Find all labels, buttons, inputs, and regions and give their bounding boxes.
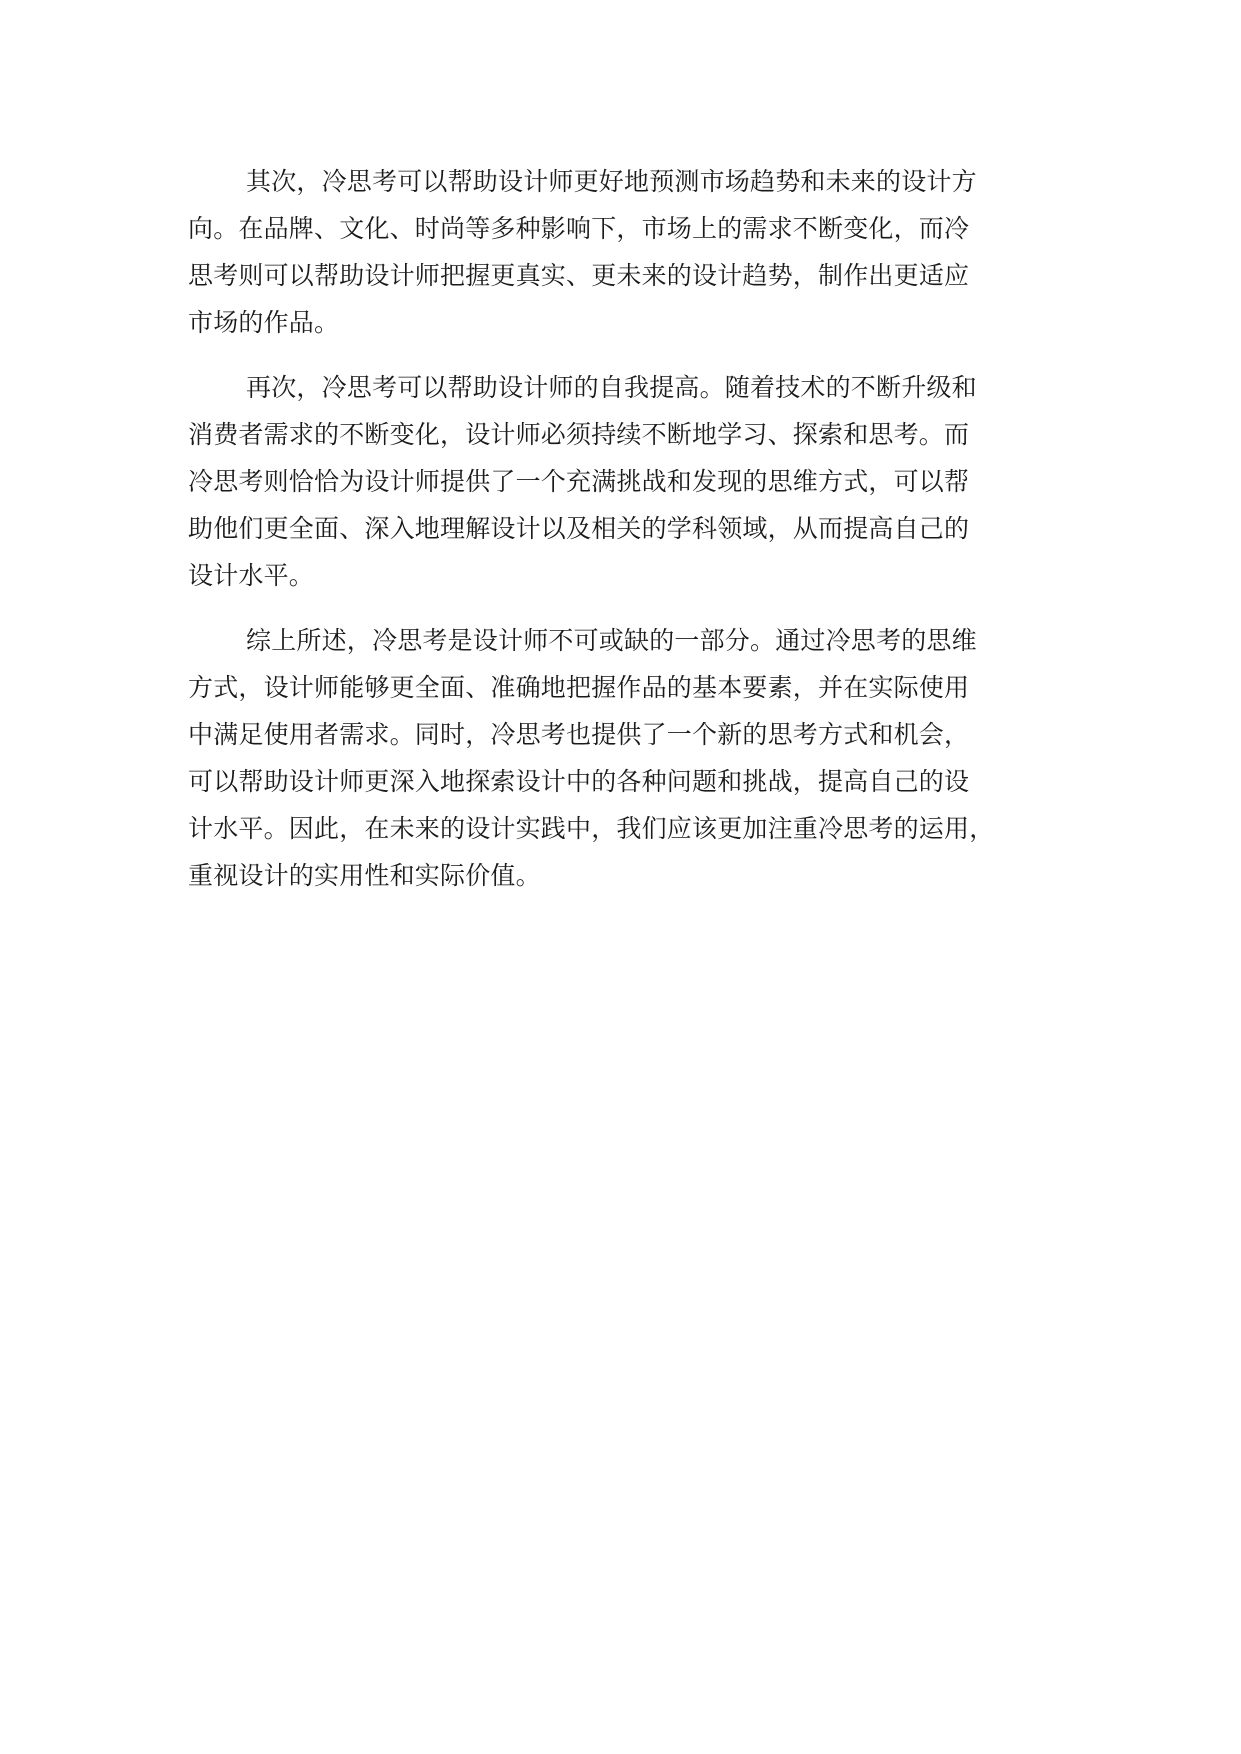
- paragraph-line: 助他们更全面、深入地理解设计以及相关的学科领域，从而提高自己的: [188, 514, 970, 543]
- paragraph-2: [188, 364, 1068, 599]
- paragraph-line: 设计水平。: [188, 561, 315, 590]
- paragraph-line: 消费者需求的不断变化，设计师必须持续不断地学习、探索和思考。而: [188, 420, 970, 449]
- paragraph-line: 其次，冷思考可以帮助设计师更好地预测市场趋势和未来的设计方: [246, 167, 977, 196]
- document-body: [188, 158, 1068, 917]
- paragraph-line: 冷思考则恰恰为设计师提供了一个充满挑战和发现的思维方式，可以帮: [188, 467, 970, 496]
- paragraph-line: 市场的作品。: [188, 308, 340, 337]
- paragraph-line: 中满足使用者需求。同时，冷思考也提供了一个新的思考方式和机会，: [188, 720, 970, 749]
- paragraph-line: 方式，设计师能够更全面、准确地把握作品的基本要素，并在实际使用: [188, 673, 970, 702]
- paragraph-line: 向。在品牌、文化、时尚等多种影响下，市场上的需求不断变化，而冷: [188, 214, 970, 243]
- paragraph-line: 综上所述，冷思考是设计师不可或缺的一部分。通过冷思考的思维: [246, 626, 977, 655]
- paragraph-line: 可以帮助设计师更深入地探索设计中的各种问题和挑战，提高自己的设: [188, 767, 970, 796]
- paragraph-3: [188, 617, 1068, 899]
- paragraph-line: 思考则可以帮助设计师把握更真实、更未来的设计趋势，制作出更适应: [188, 261, 970, 290]
- paragraph-line: 重视设计的实用性和实际价值。: [188, 861, 541, 890]
- paragraph-line: 再次，冷思考可以帮助设计师的自我提高。随着技术的不断升级和: [246, 373, 977, 402]
- paragraph-line: 计水平。因此，在未来的设计实践中，我们应该更加注重冷思考的运用，: [188, 814, 995, 843]
- paragraph-1: [188, 158, 1068, 346]
